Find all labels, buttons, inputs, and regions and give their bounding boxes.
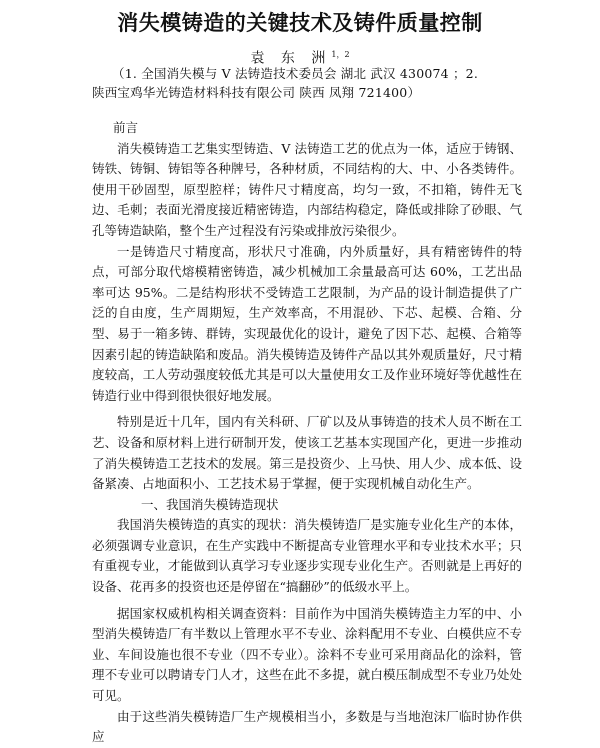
- affiliation-line-1: （1. 全国消失模与 V 法铸造技术委员会 湖北 武汉 430074 ；2.: [112, 66, 479, 81]
- paragraph-4: 我国消失模铸造的真实的现状：消失模铸造厂是实施专业化生产的本体，必须强调专业意识，在生产实践中不断提高专业管理水平和专业技术水平；只有重视专业，才能做到认真学习专业逐步实现专业化生产。否则就是上再好的设备、花再多的投资也还是停留在“搞翻砂”的低级水平上。: [92, 517, 522, 595]
- affiliation: [92, 64, 552, 102]
- affiliation-line-2: 陕西宝鸡华光铸造材料科技有限公司 陕西 凤翔 721400）: [92, 85, 421, 100]
- paragraph-6: 由于这些消失模铸造厂生产规模相当小，多数是与当地泡沫厂临时协作供应: [92, 708, 522, 745]
- document-title: 消失模铸造的关键技术及铸件质量控制: [117, 10, 483, 35]
- author-superscript: 1，2: [331, 50, 350, 59]
- paragraph-5: 据国家权威机构相关调查资料：目前作为中国消失模铸造主力军的中、小型消失模铸造厂有半数以上管理水平不专业、涂料配用不专业、白模供应不专业、车间设施也很不专业（四不专业）。涂料不专业可采用商品化的涂料，管理不专业可以聘请专门人才，这些在此不多提，就白模压制成型不专业乃处处可见。: [92, 605, 522, 704]
- paragraph-3: 特别是近十几年，国内有关科研、厂矿以及从事铸造的技术人员不断在工艺、设备和原材料上进行研制开发，使该工艺基本实现国产化，更进一步推动了消失模铸造工艺技术的发展。第三是投资少、上马快、用人少、成本低、设备紧凑、占地面积小、工艺技术易于掌握，便于实现机械自动化生产。: [92, 414, 522, 492]
- preface-heading: 前言: [113, 120, 139, 135]
- author-name: 袁 东 洲: [250, 50, 332, 67]
- paragraph-1: 消失模铸造工艺集实型铸造、V 法铸造工艺的优点为一体，适应于铸钢、铸铁、铸铜、铸铝等各种牌号，各种材质，不同结构的大、中、小各类铸件。使用干砂固型，原型腔样；铸件尺寸精度高，均匀一致，不扣箱，铸件无飞边、毛刺；表面光滑度接近精密铸造，内部结构稳定，降低或排除了砂眼、气孔等铸造缺陷，整个生产过程没有污染或排放污染很少。: [92, 140, 522, 238]
- article-body: [92, 118, 522, 748]
- paragraph-2: 一是铸造尺寸精度高，形状尺寸准确，内外质量好，具有精密铸件的特点，可部分取代熔模精密铸造，减少机械加工余量最高可达 60%，工艺出品率可达 95%。二是结构形状不受铸造工艺限制，为产品的设计制造提供了广泛的自由度，生产周期短，生产效率高，不用混砂、下芯、起模、合箱、分型、易于一箱多铸、群铸，实现最优化的设计，避免了因下芯、起模、合箱等因素引起的铸造缺陷和废品。消失模铸造及铸件产品以其外观质量好，尺寸精度较高，工人劳动强度较低尤其是可以大量使用女工及作业环境好等优越性在铸造行业中得到很快很好地发展。: [92, 243, 522, 403]
- section-heading-1: 一、我国消失模铸造现状: [141, 496, 279, 512]
